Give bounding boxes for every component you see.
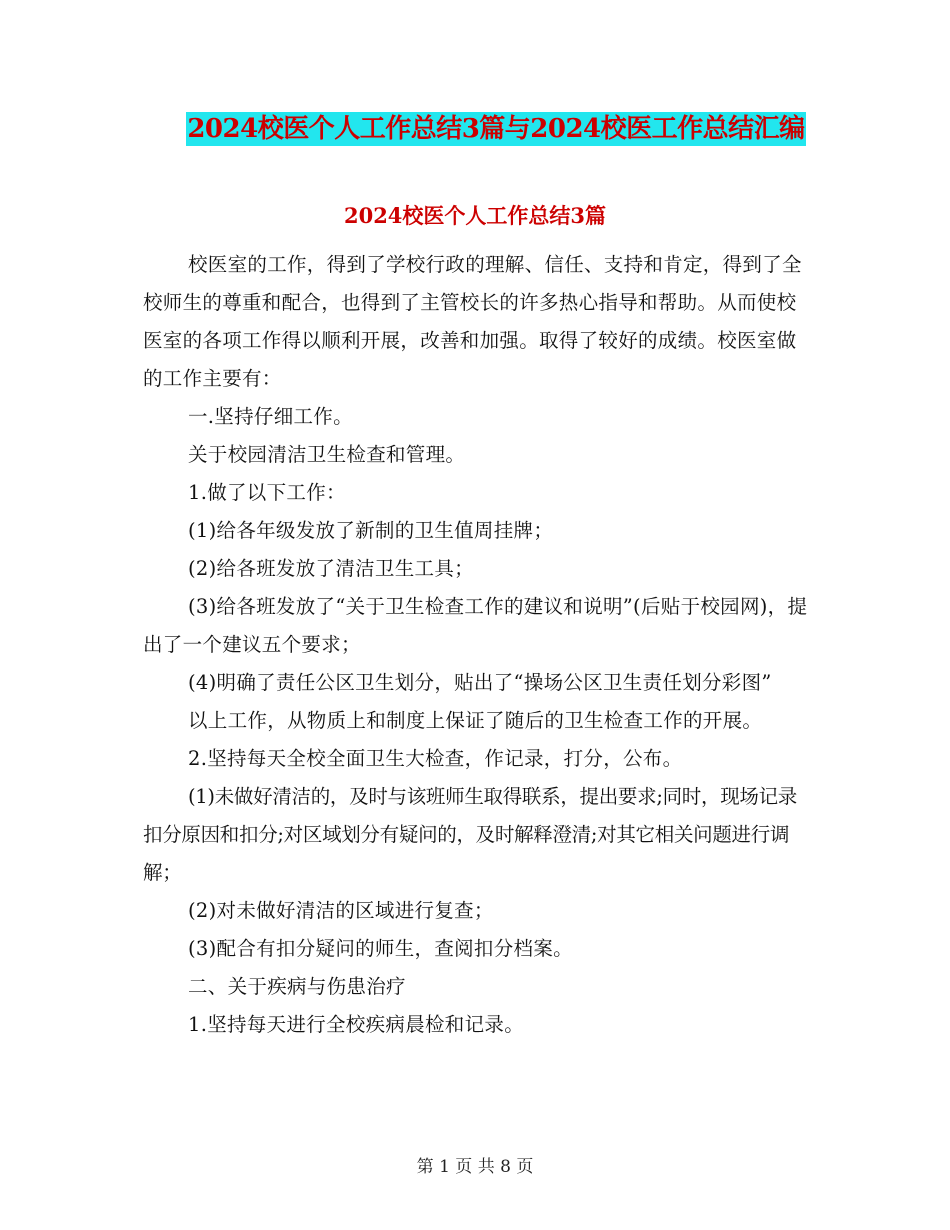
page-footer: 第 1 页 共 8 页	[416, 1157, 534, 1177]
paragraph-item-1: 1.做了以下工作：	[188, 481, 346, 504]
paragraph-heading-1: 一.坚持仔细工作。	[188, 405, 353, 428]
paragraph-item-2: 2.坚持每天全校全面卫生大检查，作记录，打分，公布。	[188, 747, 683, 770]
paragraph-subitem: (2)对未做好清洁的区域进行复查；	[188, 899, 494, 922]
section-title: 2024校医个人工作总结3篇	[343, 203, 607, 228]
paragraph-subitem: (1)给各年级发放了新制的卫生值周挂牌；	[188, 519, 554, 542]
paragraph-intro: 校医室的工作，得到了学校行政的理解、信任、支持和肯定，得到了全校师生的尊重和配合，也得到了主管校长的许多热心指导和帮助。从而使校医室的各项工作得以顺利开展，改善和加强。取得了较好的成绩。校医室做的工作主要有：	[143, 253, 802, 390]
document-main-title: 2024校医个人工作总结3篇与2024校医工作总结汇编	[187, 114, 805, 144]
paragraph-subitem: (3)给各班发放了“关于卫生检查工作的建议和说明”(后贴于校园网)，提出了一个建议五个要求；	[143, 595, 808, 656]
document-body	[143, 246, 811, 1044]
paragraph: 以上工作，从物质上和制度上保证了随后的卫生检查工作的开展。	[188, 709, 763, 732]
paragraph-subitem: (3)配合有扣分疑问的师生，查阅扣分档案。	[188, 937, 573, 960]
paragraph-item-1: 1.坚持每天进行全校疾病晨检和记录。	[188, 1013, 525, 1036]
paragraph-subitem: (1)未做好清洁的，及时与该班师生取得联系，提出要求;同时，现场记录扣分原因和扣分;对区域划分有疑问的，及时解释澄清;对其它相关问题进行调解；	[143, 785, 797, 884]
paragraph: 关于校园清洁卫生检查和管理。	[188, 443, 466, 466]
paragraph-heading-2: 二、关于疾病与伤患治疗	[188, 975, 406, 998]
paragraph-subitem: (4)明确了责任公区卫生划分，贴出了“操场公区卫生责任划分彩图”	[188, 671, 772, 694]
paragraph-subitem: (2)给各班发放了清洁卫生工具；	[188, 557, 474, 580]
